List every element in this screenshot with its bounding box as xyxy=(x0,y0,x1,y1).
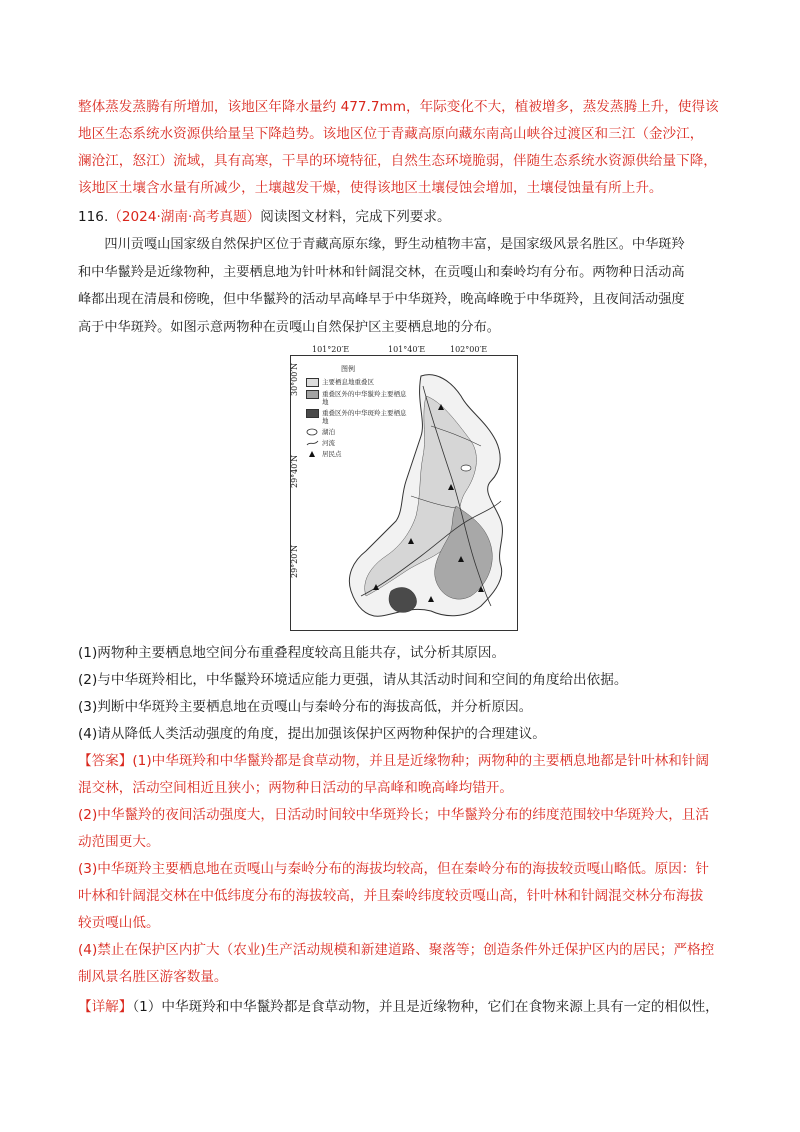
swatch-serow xyxy=(306,390,319,399)
question-header xyxy=(78,204,728,231)
question-source: （2024·湖南·高考真题） xyxy=(108,209,261,225)
detail-text: （1）中华斑羚和中华鬣羚都是食草动物，并且是近缘物种，它们在食物来源上具有一定的相似性， xyxy=(132,999,719,1015)
answer-line: 混交林，活动空间相近且狭小；两物种日活动的早高峰和晚高峰均错开。 xyxy=(78,780,513,796)
question-item: (1)两物种主要栖息地空间分布重叠程度较高且能共存，试分析其原因。 xyxy=(78,645,506,661)
answer-line: 叶林和针阔混交林在中低纬度分布的海拔较高，并且秦岭纬度较贡嘎山高，针叶林和针阔混交林分布海拔 xyxy=(78,888,704,904)
legend-item: 重叠区外的中华斑羚主要栖息地 xyxy=(306,409,407,425)
detail-tag: 【详解】 xyxy=(78,999,133,1015)
lon-label: 102°00′E xyxy=(450,345,488,354)
passage-line: 四川贡嘎山国家级自然保护区位于青藏高原东缘，野生动植物丰富，是国家级风景名胜区。中华斑羚 xyxy=(104,237,685,252)
map-figure xyxy=(290,347,518,630)
passage-line: 高于中华斑羚。如图示意两物种在贡嘎山自然保护区主要栖息地的分布。 xyxy=(78,319,500,335)
previous-answer-text xyxy=(78,94,728,202)
detail-section xyxy=(78,994,728,1021)
river-icon xyxy=(306,439,319,447)
answer-line: (1)中华斑羚和中华鬣羚都是食草动物，并且是近缘物种；两物种的主要栖息地都是针叶林和针阔 xyxy=(132,753,709,769)
question-item: (2)与中华斑羚相比，中华鬣羚环境适应能力更强，请从其活动时间和空间的角度给出依据。 xyxy=(78,672,628,688)
answer-tag: 【答案】 xyxy=(78,753,133,769)
answer-line: 较贡嘎山低。 xyxy=(78,915,160,931)
passage-line: 峰都出现在清晨和傍晚，但中华鬣羚的活动早高峰早于中华斑羚，晚高峰晚于中华斑羚，且夜间活动强度 xyxy=(78,292,685,307)
question-item: (3)判断中华斑羚主要栖息地在贡嘎山与秦岭分布的海拔高低，并分析原因。 xyxy=(78,699,533,715)
question-items xyxy=(78,640,728,748)
settlement-icon xyxy=(306,450,319,458)
text-line: 澜沧江，怒江）流域，具有高寒，干旱的环境特征，自然生态环境脆弱，伴随生态系统水资源供给量下降， xyxy=(78,153,717,169)
lon-label: 101°20′E xyxy=(312,345,350,354)
lake xyxy=(461,465,471,471)
legend-item: 湖泊 xyxy=(306,428,407,436)
answer-line: 动范围更大。 xyxy=(78,834,160,850)
swatch-goral xyxy=(306,409,319,418)
text-line: 地区生态系统水资源供给量呈下降趋势。该地区位于青藏高原向藏东南高山峡谷过渡区和三江（金沙江， xyxy=(78,126,704,142)
text-line: 整体蒸发蒸腾有所增加，该地区年降水量约 477.7mm，年际变化不大，植被增多，蒸发蒸腾上升，使得该 xyxy=(78,99,719,115)
map-frame xyxy=(290,355,518,631)
lon-label: 101°40′E xyxy=(388,345,426,354)
legend-item: 居民点 xyxy=(306,450,407,458)
question-passage xyxy=(78,231,728,341)
legend-item: 重叠区外的中华鬣羚主要栖息地 xyxy=(306,390,407,406)
answer-line: (3)中华斑羚主要栖息地在贡嘎山与秦岭分布的海拔均较高，但在秦岭分布的海拔较贡嘎山略低。原因：针 xyxy=(78,861,709,877)
swatch-overlap xyxy=(306,378,319,387)
lat-label: 29°40′N xyxy=(290,454,299,488)
legend-item: 主要栖息地重叠区 xyxy=(306,378,407,387)
lat-label: 29°20′N xyxy=(290,544,299,578)
question-number: 116. xyxy=(78,209,109,225)
question-prompt: 阅读图文材料，完成下列要求。 xyxy=(260,209,451,225)
lake-icon xyxy=(306,428,319,436)
answer-section xyxy=(78,748,728,991)
answer-line: (2)中华鬣羚的夜间活动强度大，日活动时间较中华斑羚长；中华鬣羚分布的纬度范围较中华斑羚大，且活 xyxy=(78,807,709,823)
legend-title: 图例 xyxy=(341,365,355,373)
text-line: 该地区土壤含水量有所减少，土壤越发干燥，使得该地区土壤侵蚀会增加，土壤侵蚀量有所上升。 xyxy=(78,180,663,196)
answer-line: (4)禁止在保护区内扩大（农业)生产活动规模和新建道路、聚落等；创造条件外迁保护区内的居民；严格控 xyxy=(78,942,715,958)
answer-line: 制风景名胜区游客数量。 xyxy=(78,969,228,985)
lat-label: 30°00′N xyxy=(290,362,299,396)
passage-line: 和中华鬣羚是近缘物种，主要栖息地为针叶林和针阔混交林，在贡嘎山和秦岭均有分布。两物种日活动高 xyxy=(78,264,685,280)
question-item: (4)请从降低人类活动强度的角度，提出加强该保护区两物种保护的合理建议。 xyxy=(78,726,546,742)
legend-item: 河流 xyxy=(306,439,407,447)
